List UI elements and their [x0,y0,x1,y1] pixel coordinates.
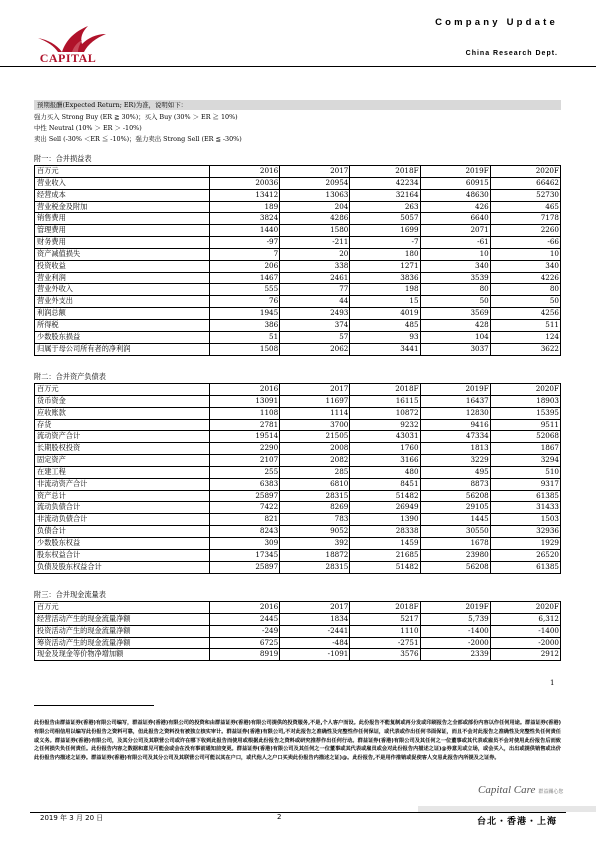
row-label-cell: 存货 [35,419,210,431]
table-row [35,466,561,478]
table-row [35,549,561,561]
value-cell: 1508 [210,343,280,355]
row-label-cell: 利润总额 [35,308,210,320]
value-cell: 1580 [280,225,350,237]
value-cell: 6383 [210,478,280,490]
value-cell: 10 [420,248,490,260]
year-header-cell: 2017 [280,384,350,396]
value-cell: 61385 [490,561,560,573]
value-cell: -211 [280,237,350,249]
value-cell: 1945 [210,308,280,320]
value-cell: 1390 [350,514,420,526]
value-cell: 1108 [210,407,280,419]
value-cell: 16115 [350,395,420,407]
value-cell: 60915 [420,177,490,189]
value-cell: 6,312 [490,613,560,625]
rating-definition-bar: 预期报酬(Expected Return; ER)为准，说明如下： [34,100,561,110]
value-cell: 7 [210,248,280,260]
income-statement-title: 附一：合并损益表 [34,154,92,163]
year-header-cell: 2019F [420,602,490,614]
value-cell: -66 [490,237,560,249]
table-row [35,537,561,549]
value-cell: 1271 [350,260,420,272]
table-row [35,514,561,526]
table-row [35,561,561,573]
value-cell: 285 [280,466,350,478]
value-cell: 47334 [420,431,490,443]
value-cell: 31433 [490,502,560,514]
value-cell: 80 [420,284,490,296]
table-row [35,331,561,343]
row-label-cell: 营业税金及附加 [35,201,210,213]
value-cell: 2082 [280,455,350,467]
year-header-cell: 2018F [350,384,420,396]
value-cell: 204 [280,201,350,213]
value-cell: 1110 [350,625,420,637]
value-cell: 6725 [210,637,280,649]
row-label-cell: 在建工程 [35,466,210,478]
page-number: 2 [277,813,282,821]
value-cell: 15 [350,296,420,308]
value-cell: 20954 [280,177,350,189]
value-cell: 29105 [420,502,490,514]
row-label-cell: 财务费用 [35,237,210,249]
unit-header-cell: 百万元 [35,384,210,396]
value-cell: 1459 [350,537,420,549]
value-cell: 465 [490,201,560,213]
value-cell: 1867 [490,443,560,455]
value-cell: 6810 [280,478,350,490]
value-cell: 51 [210,331,280,343]
value-cell: 61385 [490,490,560,502]
value-cell: 495 [420,466,490,478]
year-header-cell: 2017 [280,602,350,614]
value-cell: 11697 [280,395,350,407]
value-cell: 20 [280,248,350,260]
table-row [35,431,561,443]
value-cell: 511 [490,319,560,331]
value-cell: 3166 [350,455,420,467]
value-cell: 1699 [350,225,420,237]
value-cell: 28315 [280,490,350,502]
table-header-row [35,166,561,178]
value-cell: 2445 [210,613,280,625]
unit-header-cell: 百万元 [35,166,210,178]
value-cell: 26520 [490,549,560,561]
value-cell: 9317 [490,478,560,490]
value-cell: 4019 [350,308,420,320]
value-cell: 555 [210,284,280,296]
table-row [35,284,561,296]
value-cell: 12830 [420,407,490,419]
value-cell: 2339 [420,649,490,661]
value-cell: 2493 [280,308,350,320]
value-cell: 19514 [210,431,280,443]
value-cell: 2062 [280,343,350,355]
row-label-cell: 流动负债合计 [35,502,210,514]
table-row [35,296,561,308]
value-cell: 8243 [210,526,280,538]
value-cell: 23980 [420,549,490,561]
value-cell: 485 [350,319,420,331]
value-cell: 104 [420,331,490,343]
row-label-cell: 资产总计 [35,490,210,502]
row-label-cell: 管理费用 [35,225,210,237]
value-cell: 77 [280,284,350,296]
value-cell: 13412 [210,189,280,201]
disclaimer-text: 此份报告由群益证券(香港)有限公司编写，群益证券(香港)有限公司的投资和由群益证券(香港)有限公司提供的投资服务,不是,个人客户而设。此份报告不能复制或再分发或印刷报告之全部或部份内容以作任何用途。群益证券(香港)有限公司相信用以编写此份报告之资料可靠，但此报告之资料没有被独立核实审计。群益证券(香港)有限公司,不对此报告之准确性及完整性作任何保证，或代表或作出任何书面保证，而且不会对此报告之准确性及完整性负任何责任或义务。群益证券(香港)有限公司，及其分公司及其联营公司或许在哪下收到此报告而使用或根据此份报告之资料或研究推荐作出任何行动。群益证券(香港)有限公司及其任何之一位董事或其代表或雇员不会对使用此份报告后而致之任何损失负任何责任。此份报告内容之数据和意见可能会或会在没有事前通知前变更。群益证券(香港)有限公司及其任何之一位董事或其代表或雇员或会对此份报告内描述之证)@券意见或立场，或会买入，出出或提供销售或出价此份报告内描述之证券。群益证券(香港)有限公司及其分公司及其联营公司可能以其在户口，或代他人之户口买卖此份报告内描述之证)@。此份报告,不是用作推销或促使客人交易此报告内所提及之证券。 [34,720,561,762]
value-cell: 48630 [420,189,490,201]
value-cell: 51482 [350,490,420,502]
value-cell: 76 [210,296,280,308]
value-cell: 17345 [210,549,280,561]
table-row [35,260,561,272]
value-cell: 21685 [350,549,420,561]
value-cell: 263 [350,201,420,213]
value-cell: 5,739 [420,613,490,625]
row-label-cell: 长期股权投资 [35,443,210,455]
table-row [35,201,561,213]
value-cell: 4256 [490,308,560,320]
value-cell: 2107 [210,455,280,467]
table-row [35,490,561,502]
value-cell: 4286 [280,213,350,225]
row-label-cell: 非流动资产合计 [35,478,210,490]
value-cell: 44 [280,296,350,308]
year-header-cell: 2020F [490,166,560,178]
table-row [35,189,561,201]
cash-flow-table [34,601,561,661]
value-cell: 9416 [420,419,490,431]
table-row [35,502,561,514]
value-cell: 189 [210,201,280,213]
value-cell: 56208 [420,561,490,573]
value-cell: 124 [490,331,560,343]
value-cell: 32164 [350,189,420,201]
value-cell: 57 [280,331,350,343]
value-cell: 3576 [350,649,420,661]
row-label-cell: 资产减值损失 [35,248,210,260]
value-cell: 340 [490,260,560,272]
row-label-cell: 少数股东权益 [35,537,210,549]
value-cell: 198 [350,284,420,296]
value-cell: 428 [420,319,490,331]
table-row [35,213,561,225]
value-cell: 9232 [350,419,420,431]
value-cell: 255 [210,466,280,478]
value-cell: 80 [490,284,560,296]
table-row [35,319,561,331]
value-cell: 1929 [490,537,560,549]
value-cell: -2441 [280,625,350,637]
value-cell: 4226 [490,272,560,284]
value-cell: 1813 [420,443,490,455]
table-row [35,407,561,419]
row-label-cell: 股东权益合计 [35,549,210,561]
value-cell: 2461 [280,272,350,284]
cash-flow-title: 附三：合并现金流量表 [34,590,106,599]
value-cell: -61 [420,237,490,249]
row-label-cell: 非流动负债合计 [35,514,210,526]
row-label-cell: 归属于母公司所有者的净利润 [35,343,210,355]
value-cell: 3037 [420,343,490,355]
value-cell: 1503 [490,514,560,526]
value-cell: 3700 [280,419,350,431]
value-cell: 3836 [350,272,420,284]
row-label-cell: 投资收益 [35,260,210,272]
value-cell: 2290 [210,443,280,455]
value-cell: 13063 [280,189,350,201]
value-cell: 18903 [490,395,560,407]
value-cell: 386 [210,319,280,331]
value-cell: 25897 [210,490,280,502]
table-row [35,419,561,431]
value-cell: 3569 [420,308,490,320]
year-header-cell: 2016 [210,166,280,178]
table-row [35,526,561,538]
report-date: 2019 年 3 月 20 日 [40,814,104,822]
department-label: China Research Dept. [465,50,558,57]
value-cell: 21505 [280,431,350,443]
bird-logo-icon [22,22,118,54]
value-cell: 2008 [280,443,350,455]
value-cell: 50 [420,296,490,308]
footer-divider [30,812,566,813]
capital-care-brand [478,784,563,796]
row-label-cell: 筹资活动产生的现金流量净额 [35,637,210,649]
table-row [35,613,561,625]
table-row [35,177,561,189]
value-cell: 1440 [210,225,280,237]
value-cell: 56208 [420,490,490,502]
value-cell: 338 [280,260,350,272]
value-cell: 2781 [210,419,280,431]
value-cell: 7178 [490,213,560,225]
report-type-title: Company Update [435,17,558,28]
balance-sheet-table [34,383,561,574]
value-cell: 3539 [420,272,490,284]
row-label-cell: 经营成本 [35,189,210,201]
value-cell: -249 [210,625,280,637]
unit-header-cell: 百万元 [35,602,210,614]
row-label-cell: 应收账款 [35,407,210,419]
value-cell: 6640 [420,213,490,225]
value-cell: -7 [350,237,420,249]
value-cell: 1834 [280,613,350,625]
value-cell: 374 [280,319,350,331]
value-cell: 3824 [210,213,280,225]
table-header-row [35,384,561,396]
value-cell: 180 [350,248,420,260]
value-cell: 309 [210,537,280,549]
value-cell: 13091 [210,395,280,407]
value-cell: 20036 [210,177,280,189]
value-cell: 50 [490,296,560,308]
year-header-cell: 2020F [490,384,560,396]
value-cell: 8873 [420,478,490,490]
row-label-cell: 投资活动产生的现金流量净额 [35,625,210,637]
row-label-cell: 流动资产合计 [35,431,210,443]
value-cell: 2071 [420,225,490,237]
value-cell: 206 [210,260,280,272]
year-header-cell: 2018F [350,602,420,614]
value-cell: -2000 [490,637,560,649]
table-row [35,308,561,320]
value-cell: 18872 [280,549,350,561]
capital-care-tagline: 群益關心您 [538,790,564,795]
value-cell: 480 [350,466,420,478]
value-cell: 16437 [420,395,490,407]
value-cell: 2912 [490,649,560,661]
value-cell: 93 [350,331,420,343]
capital-care-wordmark: Capital Care [478,784,536,796]
income-statement-table [34,165,561,356]
value-cell: 510 [490,466,560,478]
year-header-cell: 2018F [350,166,420,178]
value-cell: 1467 [210,272,280,284]
value-cell: 7422 [210,502,280,514]
disclaimer-divider [34,705,154,706]
value-cell: 8919 [210,649,280,661]
table-row [35,237,561,249]
value-cell: 32936 [490,526,560,538]
row-label-cell: 营业外收入 [35,284,210,296]
year-header-cell: 2016 [210,602,280,614]
value-cell: 25897 [210,561,280,573]
value-cell: -2751 [350,637,420,649]
value-cell: 783 [280,514,350,526]
table-row [35,343,561,355]
value-cell: 1760 [350,443,420,455]
value-cell: 5217 [350,613,420,625]
row-label-cell: 营业收入 [35,177,210,189]
table-row [35,443,561,455]
row-label-cell: 所得税 [35,319,210,331]
value-cell: -1091 [280,649,350,661]
value-cell: -97 [210,237,280,249]
value-cell: 43031 [350,431,420,443]
header-divider [0,66,596,67]
balance-sheet-title: 附二：合并资产负债表 [34,372,106,381]
row-label-cell: 经营活动产生的现金流量净额 [35,613,210,625]
year-header-cell: 2020F [490,602,560,614]
value-cell: 28338 [350,526,420,538]
row-label-cell: 销售费用 [35,213,210,225]
row-label-cell: 营业利润 [35,272,210,284]
value-cell: 10 [490,248,560,260]
value-cell: 3441 [350,343,420,355]
value-cell: -2000 [420,637,490,649]
row-label-cell: 货币资金 [35,395,210,407]
year-header-cell: 2017 [280,166,350,178]
value-cell: 1445 [420,514,490,526]
row-label-cell: 固定资产 [35,455,210,467]
value-cell: 426 [420,201,490,213]
inner-page-number: 1 [550,679,555,687]
value-cell: 3294 [490,455,560,467]
table-row [35,225,561,237]
year-header-cell: 2019F [420,166,490,178]
value-cell: 3229 [420,455,490,467]
value-cell: 1114 [280,407,350,419]
row-label-cell: 营业外支出 [35,296,210,308]
value-cell: 5057 [350,213,420,225]
value-cell: -484 [280,637,350,649]
value-cell: 10872 [350,407,420,419]
value-cell: 8269 [280,502,350,514]
table-row [35,478,561,490]
value-cell: 52068 [490,431,560,443]
logo-wordmark: CAPITAL [39,51,97,65]
value-cell: 15395 [490,407,560,419]
value-cell: 28315 [280,561,350,573]
table-row [35,395,561,407]
row-label-cell: 负债及股东权益合计 [35,561,210,573]
table-row [35,272,561,284]
value-cell: 66462 [490,177,560,189]
value-cell: -1400 [420,625,490,637]
rating-line-sell: 卖出 Sell (-30% ＜ER ≦ -10%)；强力卖出 Strong Sell (ER ≦ -30%) [34,135,242,143]
value-cell: 51482 [350,561,420,573]
table-row [35,248,561,260]
value-cell: -1400 [490,625,560,637]
value-cell: 30550 [420,526,490,538]
value-cell: 392 [280,537,350,549]
value-cell: 42234 [350,177,420,189]
year-header-cell: 2019F [420,384,490,396]
value-cell: 9052 [280,526,350,538]
value-cell: 9511 [490,419,560,431]
value-cell: 1678 [420,537,490,549]
table-row [35,625,561,637]
table-header-row [35,602,561,614]
row-label-cell: 少数股东损益 [35,331,210,343]
value-cell: 340 [420,260,490,272]
value-cell: 52730 [490,189,560,201]
rating-line-neutral: 中性 Neutral (10% ＞ ER ＞ -10%) [34,124,142,132]
row-label-cell: 现金及现金等价物净增加额 [35,649,210,661]
rating-line-buy: 强力买入 Strong Buy (ER ≧ 30%)；买入 Buy (30% ＞ ER ≧ 10%) [34,113,238,121]
value-cell: 3622 [490,343,560,355]
value-cell: 26949 [350,502,420,514]
table-row [35,455,561,467]
table-row [35,637,561,649]
value-cell: 8451 [350,478,420,490]
table-row [35,649,561,661]
row-label-cell: 负债合计 [35,526,210,538]
year-header-cell: 2016 [210,384,280,396]
value-cell: 2260 [490,225,560,237]
office-cities: 台北・香港・上海 [477,817,558,827]
value-cell: 821 [210,514,280,526]
